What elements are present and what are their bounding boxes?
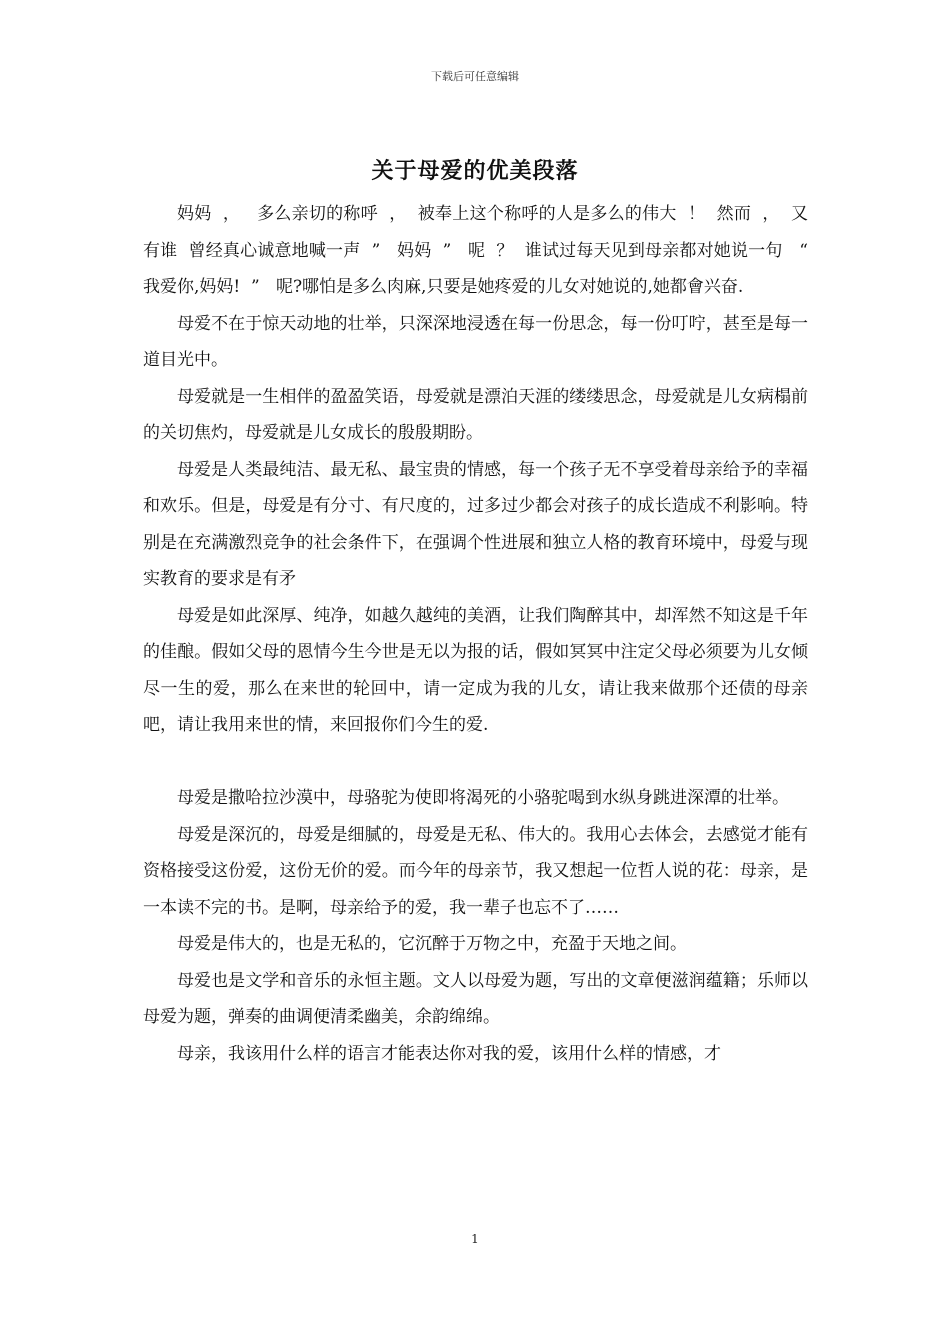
document-title: 关于母爱的优美段落 xyxy=(371,159,579,184)
paragraph-7: 母爱是深沉的，母爱是细腻的，母爱是无私、伟大的。我用心去体会，去感觉才能有资格接受这份爱，这份无价的爱。而今年的母亲节，我又想起一位哲人说的花：母亲，是一本读不完的书。是啊，母亲给予的爱，我一辈子也忘不了…… xyxy=(143,824,808,918)
paragraph-5: 母爱是如此深厚、纯净，如越久越纯的美酒，让我们陶醉其中，却浑然不知这是千年的佳酿。假如父母的恩情今生今世是无以为报的话，假如冥冥中注定父母必须要为儿女倾尽一生的爱，那么在来世的轮回中，请一定成为我的儿女，请让我来做那个还债的母亲吧，请让我用来世的情，来回报你们今生的爱. xyxy=(143,605,808,735)
page-number: 1 xyxy=(471,1232,479,1246)
paragraph-6: 母爱是撒哈拉沙漠中，母骆驼为使即将渴死的小骆驼喝到水纵身跳进深潭的壮举。 xyxy=(177,788,789,808)
paragraph-4: 母爱是人类最纯洁、最无私、最宝贵的情感，每一个孩子无不享受着母亲给予的幸福和欢乐。但是，母爱是有分寸、有尺度的，过多过少都会对孩子的成长造成不利影响。特别是在充满激烈竞争的社会条件下，在强调个性进展和独立人格的教育环境中，母爱与现实教育的要求是有矛 xyxy=(143,459,808,589)
paragraph-1: 妈妈 ， 多么亲切的称呼 ， 被奉上这个称呼的人是多么的伟大 ！ 然而 ， 又有谁 曾经真心诚意地喊一声 ” 妈妈 ” 呢 ？ 谁试过每天见到母亲都对她说一句 “ 我爱你,妈妈! ” 呢?哪怕是多么肉麻,只要是她疼爱的儿女对她说的,她都會兴奋. xyxy=(143,204,819,297)
header-note: 下载后可任意编辑 xyxy=(431,70,519,83)
paragraph-9: 母爱也是文学和音乐的永恒主题。文人以母爱为题，写出的文章便滋润蕴籍；乐师以母爱为题，弹奏的曲调便清柔幽美，余韵绵绵。 xyxy=(143,970,808,1027)
paragraph-10: 母亲，我该用什么样的语言才能表达你对我的爱，该用什么样的情感，才 xyxy=(177,1043,721,1064)
document-body xyxy=(143,196,819,1072)
paragraph-8: 母爱是伟大的，也是无私的，它沉醉于万物之中，充盈于天地之间。 xyxy=(177,934,687,954)
paragraph-2: 母爱不在于惊天动地的壮举，只深深地浸透在每一份思念，每一份叮咛，甚至是每一道目光中。 xyxy=(143,313,808,370)
blank-line xyxy=(143,744,808,781)
paragraph-3: 母爱就是一生相伴的盈盈笑语，母爱就是漂泊天涯的缕缕思念，母爱就是儿女病榻前的关切焦灼，母爱就是儿女成长的殷殷期盼。 xyxy=(143,386,808,443)
